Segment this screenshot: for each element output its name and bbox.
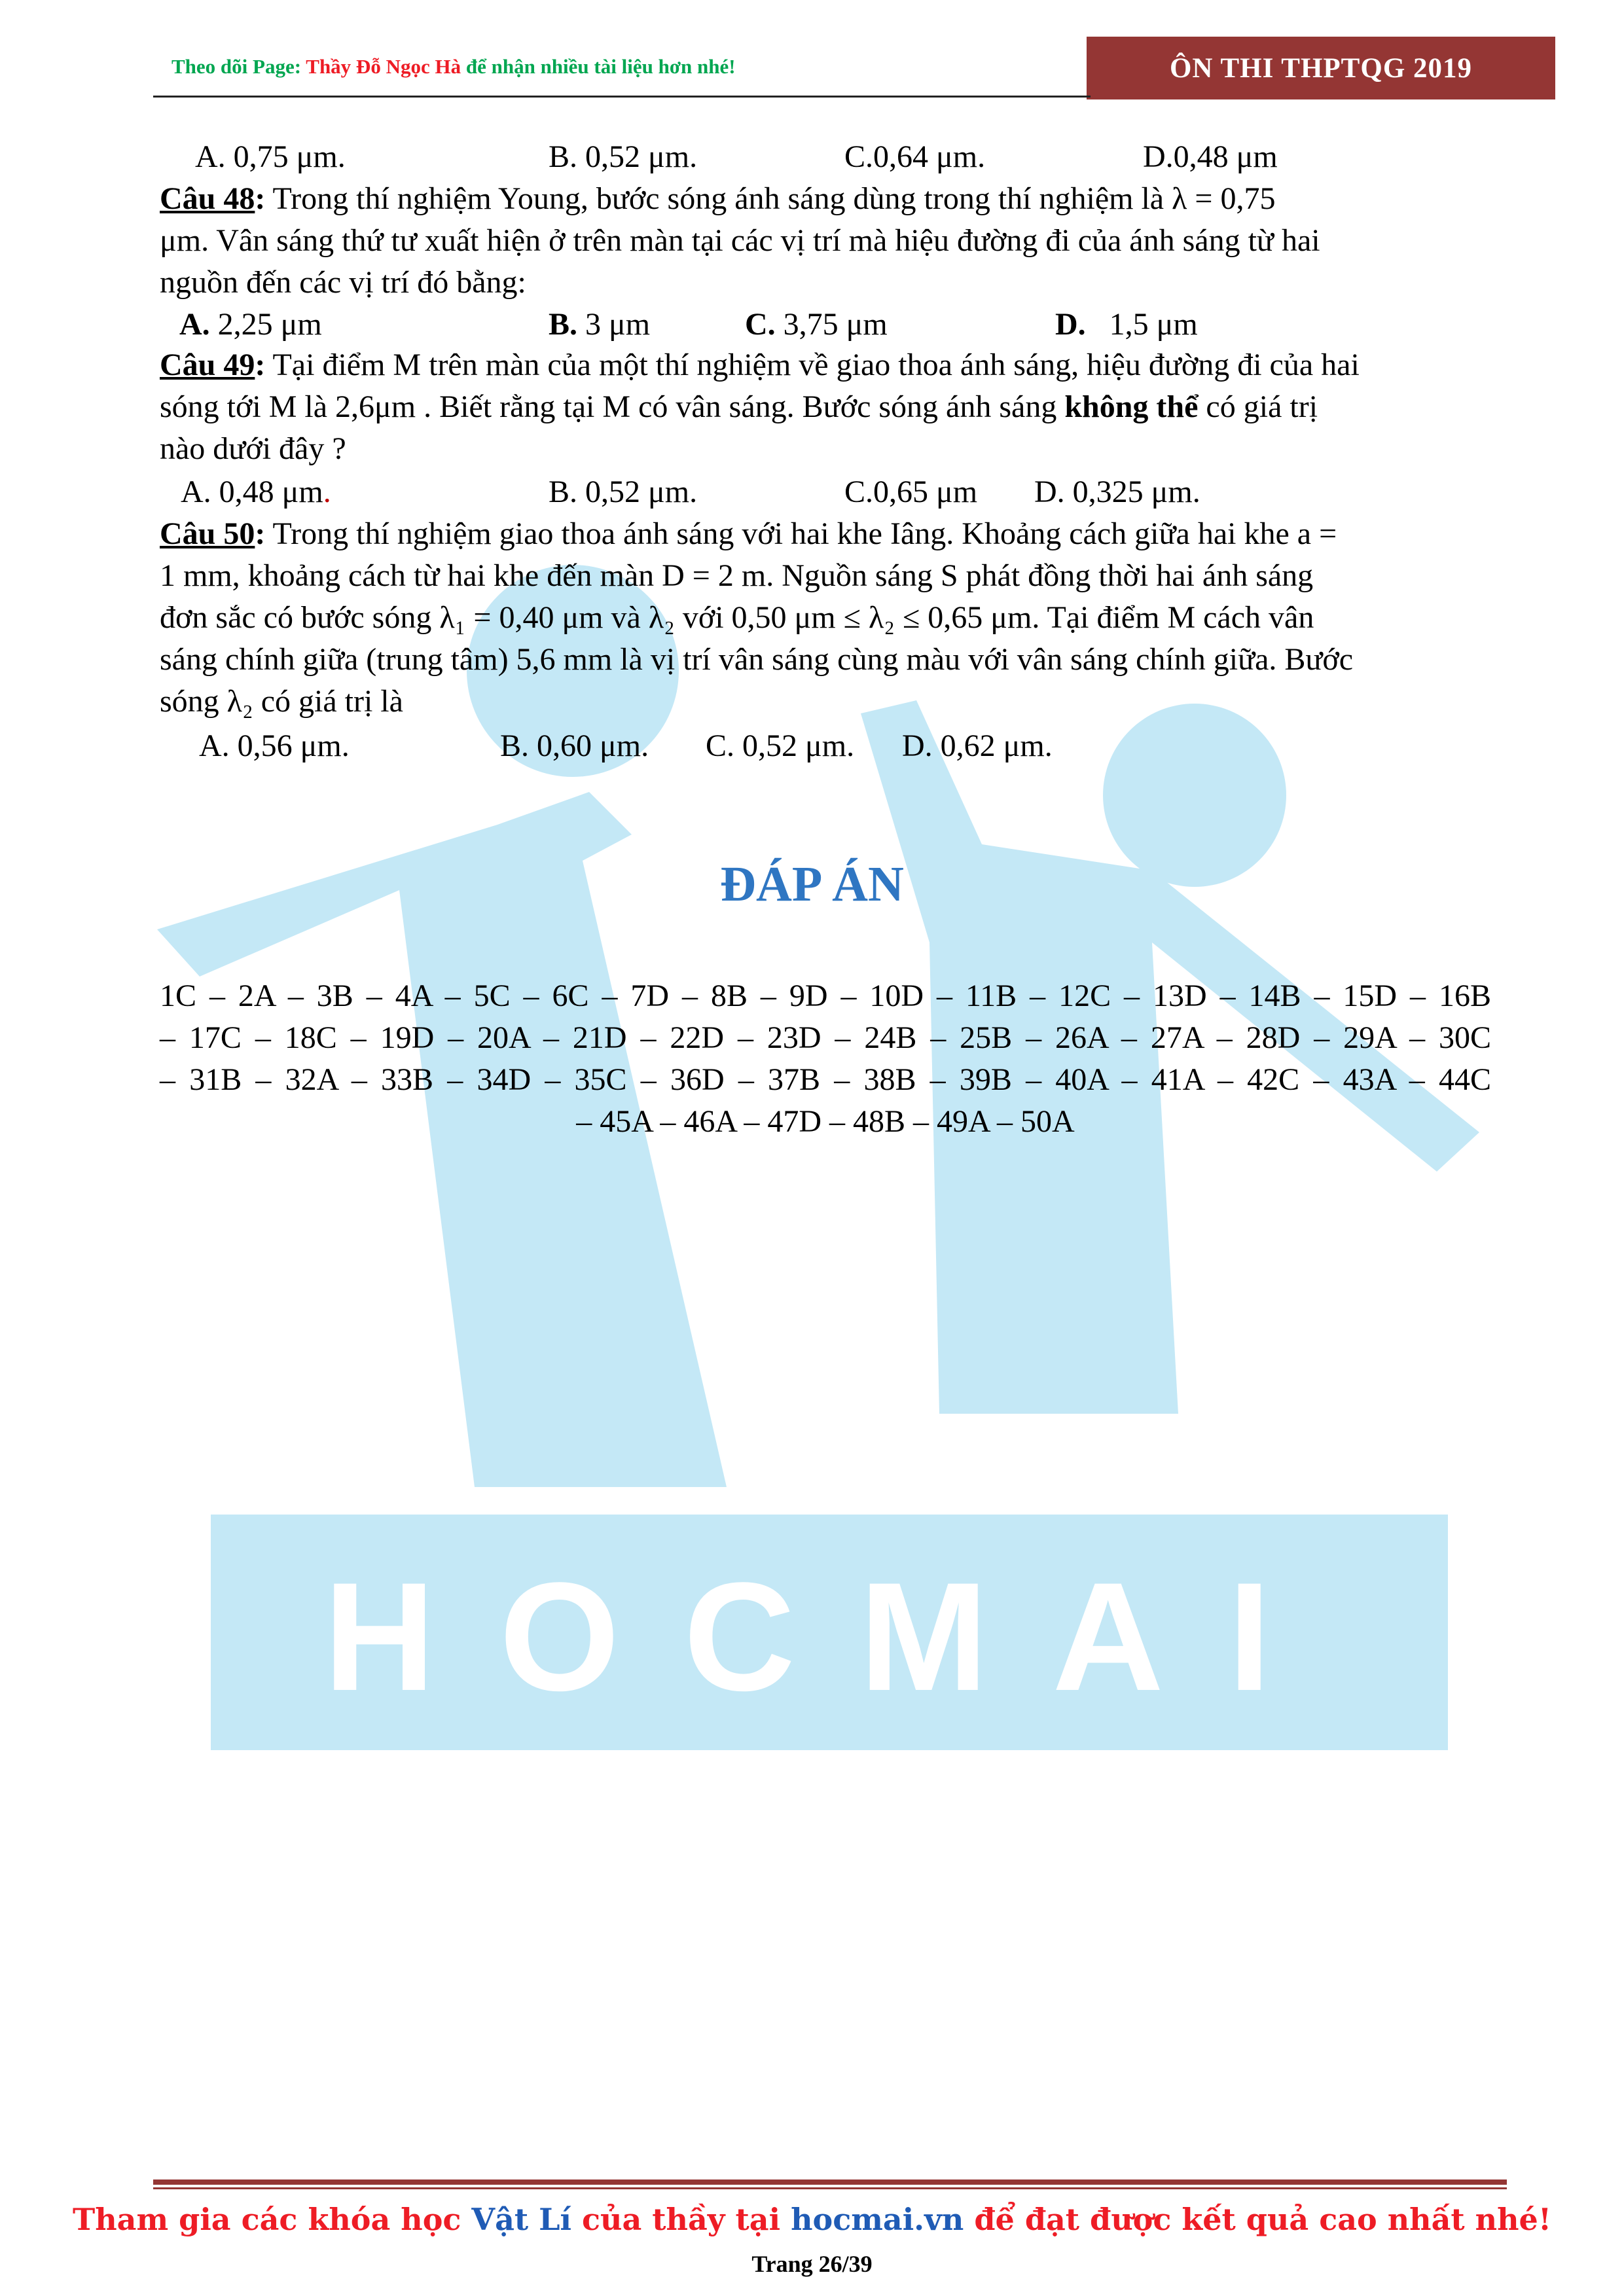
q48-option-a: A. 2,25 μm [179, 307, 322, 342]
header-divider [153, 96, 1091, 98]
q49-line-2: sóng tới M là 2,6μm . Biết rằng tại M có vân sáng. Bước sóng ánh sáng không thể có giá trị [160, 389, 1318, 424]
q49-text-1: Tại điểm M trên màn của một thí nghiệm về giao thoa ánh sáng, hiệu đường đi của hai [272, 348, 1360, 382]
footer-promo: Tham gia các khóa học Vật Lí của thầy tại hocmai.vn để đạt được kết quả cao nhất nhé! [72, 2202, 1552, 2237]
footer-divider-thin [153, 2187, 1507, 2189]
q48-text-1: Trong thí nghiệm Young, bước sóng ánh sáng dùng trong thí nghiệm là λ = 0,75 [272, 181, 1276, 216]
q50-text-4: sáng chính giữa (trung tâm) 5,6 mm là vị trí vân sáng cùng màu với vân sáng chính giữa. Bước [160, 642, 1354, 677]
q50-text-2: 1 mm, khoảng cách từ hai khe đến màn D = 2 m. Nguồn sáng S phát đồng thời hai ánh sáng [160, 558, 1314, 593]
answer-key-line-4: – 45A – 46A – 47D – 48B – 49A – 50A [576, 1104, 1075, 1139]
q49-option-a: A. 0,48 μm. [181, 475, 331, 509]
q49-line-1 [160, 347, 1360, 384]
footer-subject: Vật Lí [471, 2202, 571, 2237]
q50-text-5: sóng λ₂ có giá trị là [160, 684, 403, 719]
q48-line-1 [160, 181, 1275, 217]
answer-key-line-2: – 17C – 18C – 19D – 20A – 21D – 22D – 23D – 24B – 25B – 26A – 27A – 28D – 29A – 30C [160, 1020, 1491, 1055]
watermark-text: HOCMAI [323, 1551, 1335, 1723]
q49-option-c: C.0,65 μm [844, 475, 978, 509]
q50-option-b: B. 0,60 μm. [500, 728, 649, 763]
q50-label: Câu 50: [160, 516, 266, 551]
header-follow-prefix: Theo dõi Page: [171, 55, 302, 78]
q50-line-1 [160, 516, 1337, 552]
header-follow-suffix: để nhận nhiều tài liệu hơn nhé! [465, 55, 736, 78]
q50-option-a: A. 0,56 μm. [199, 728, 350, 763]
q50-text-1: Trong thí nghiệm giao thoa ánh sáng với hai khe Iâng. Khoảng cách giữa hai khe a = [272, 516, 1337, 551]
header-badge: ÔN THI THPTQG 2019 [1087, 37, 1555, 99]
q50-option-d: D. 0,62 μm. [902, 728, 1053, 763]
q48-label: Câu 48: [160, 181, 266, 216]
header-follow-text [171, 55, 736, 79]
q48-option-b: B. 3 μm [549, 307, 651, 342]
q50-text-3: đơn sắc có bước sóng λ₁ = 0,40 μm và λ₂ với 0,50 μm ≤ λ₂ ≤ 0,65 μm. Tại điểm M cách vân [160, 600, 1314, 635]
q48-option-c: C. 3,75 μm [745, 307, 888, 342]
q48-text-2: μm. Vân sáng thứ tư xuất hiện ở trên màn tại các vị trí mà hiệu đường đi của ánh sáng từ hai [160, 223, 1320, 258]
header-teacher-name: Thầy Đỗ Ngọc Hà [306, 55, 461, 78]
q49-option-d: D. 0,325 μm. [1034, 475, 1200, 509]
q49-option-b: B. 0,52 μm. [549, 475, 698, 509]
q47-option-b: B. 0,52 μm. [549, 139, 698, 174]
q48-option-d: D. 1,5 μm [1055, 307, 1198, 342]
answer-key-line-1: 1C – 2A – 3B – 4A – 5C – 6C – 7D – 8B – 9D – 10D – 11B – 12C – 13D – 14B – 15D – 16B [160, 978, 1491, 1013]
q47-option-a: A. 0,75 μm. [195, 139, 346, 174]
page-number: Trang 26/39 [751, 2251, 873, 2277]
answer-key-title: ĐÁP ÁN [720, 857, 904, 912]
answer-key-line-3: – 31B – 32A – 33B – 34D – 35C – 36D – 37B – 38B – 39B – 40A – 41A – 42C – 43A – 44C [160, 1062, 1491, 1097]
footer-site-link[interactable]: hocmai.vn [791, 2202, 964, 2237]
q47-option-c: C.0,64 μm. [844, 139, 986, 174]
q49-label: Câu 49: [160, 348, 266, 382]
q50-option-c: C. 0,52 μm. [706, 728, 855, 763]
q49-text-3: nào dưới đây ? [160, 431, 346, 466]
q47-option-d: D.0,48 μm [1143, 139, 1278, 174]
q48-text-3: nguồn đến các vị trí đó bằng: [160, 265, 526, 300]
footer-divider-thick [153, 2179, 1507, 2185]
q49-emphasis: không thể [1064, 389, 1199, 424]
